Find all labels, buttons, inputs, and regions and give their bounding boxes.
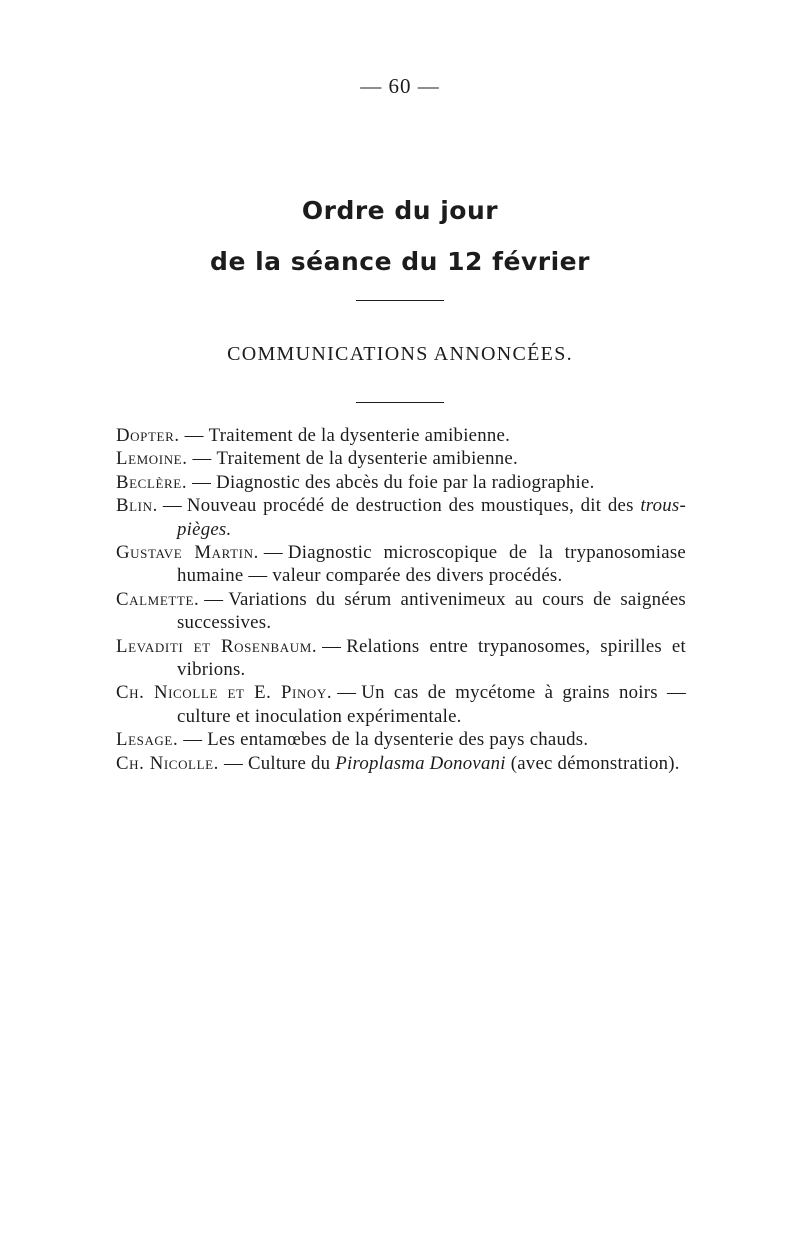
list-item: [116, 681, 686, 728]
entry-author: Levaditi et Rosenbaum.: [116, 635, 318, 657]
entry-dash: —: [337, 682, 357, 704]
entry-text: Variations du sérum antivenimeux au cours de saignées successives.: [177, 588, 686, 634]
entry-dash: —: [192, 448, 212, 470]
entry-text: Traitement de la dysenterie amibienne.: [216, 448, 518, 470]
entry-dash: —: [204, 588, 224, 610]
divider-rule-bottom: [356, 402, 444, 403]
entry-dash: —: [192, 471, 212, 493]
page-number: — 60 —: [360, 74, 440, 98]
entry-author: Beclère.: [116, 471, 188, 493]
entry-text-after: (avec démonstration).: [505, 752, 680, 774]
list-item: [116, 588, 686, 635]
divider-rule-top: [356, 300, 444, 301]
list-item: [116, 728, 686, 751]
entry-text-italic: Piroplasma Donovani: [335, 752, 506, 774]
list-item: [116, 541, 686, 588]
entry-text: Diagnostic des abcès du foie par la radiographie.: [216, 471, 595, 493]
entry-author: Lesage.: [116, 729, 179, 751]
list-item: [116, 635, 686, 682]
entry-text-italic: trous-pièges.: [177, 495, 686, 540]
entry-dash: —: [184, 425, 204, 446]
list-item: [116, 471, 686, 494]
entry-dash: —: [322, 635, 342, 657]
entry-text: Culture du: [248, 752, 336, 774]
entry-text: Nouveau procédé de destruction des moustiques, dit des: [186, 495, 641, 517]
entry-author: Dopter.: [116, 425, 180, 446]
page-title-line-1: Ordre du jour: [301, 196, 499, 225]
list-item: [116, 424, 686, 447]
entry-dash: —: [162, 495, 182, 517]
entry-text: Diagnostic microscopique de la trypanosomiase humaine — valeur comparée des divers procédés.: [177, 542, 686, 587]
communications-list: [116, 424, 686, 775]
entry-dash: —: [223, 752, 244, 774]
entry-author: Calmette.: [116, 588, 200, 610]
entry-text: Un cas de mycétome à grains noirs — culture et inoculation expérimentale.: [177, 682, 687, 727]
section-heading: COMMUNICATIONS ANNONCÉES.: [227, 343, 573, 365]
entry-author: Ch. Nicolle.: [116, 752, 219, 774]
entry-text: Relations entre trypanosomes, spirilles et vibrions.: [177, 635, 686, 681]
entry-author: Gustave Martin.: [116, 542, 259, 564]
entry-text: Traitement de la dysenterie amibienne.: [208, 425, 511, 446]
entry-text: Les entamœbes de la dysenterie des pays chauds.: [207, 729, 589, 751]
list-item: [116, 752, 686, 775]
list-item: [116, 494, 686, 541]
entry-dash: —: [263, 542, 283, 564]
page-title-line-2: de la séance du 12 février: [210, 247, 590, 276]
list-item: [116, 447, 686, 470]
entry-author: Ch. Nicolle et E. Pinoy.: [116, 682, 333, 704]
entry-author: Blin.: [116, 495, 158, 517]
entry-dash: —: [183, 729, 203, 751]
entry-author: Lemoine.: [116, 448, 188, 470]
